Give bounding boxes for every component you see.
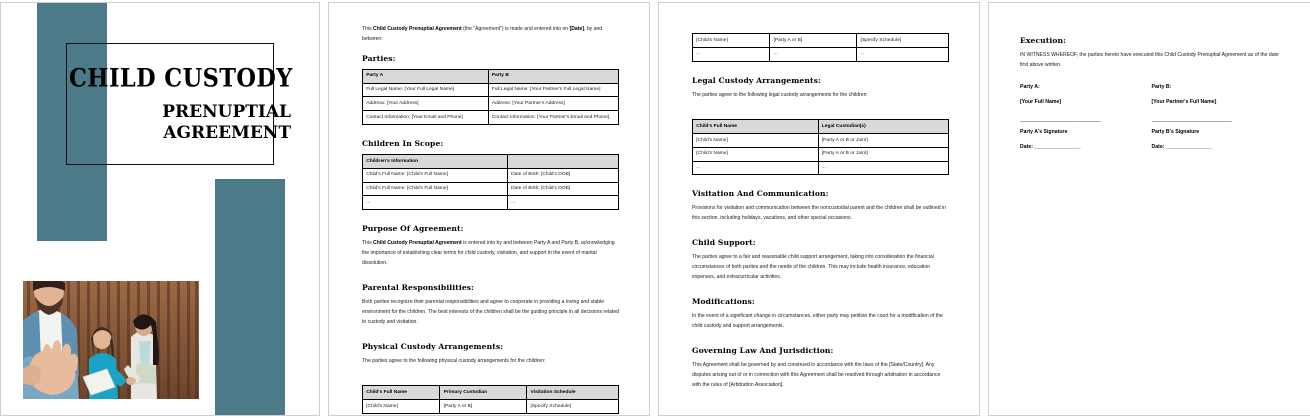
legal-custody-lead: The parties agree to the following legal custody arrangements for the children: xyxy=(692,91,868,98)
page2-content xyxy=(329,3,649,416)
table-row xyxy=(693,147,949,161)
legal-header-legal-custodian: Legal Custodian(s) xyxy=(818,120,948,134)
parties-cell-contact-a: Contact Information: [Your Email and Phone] xyxy=(363,111,489,125)
heading-children-in-scope: Children In Scope: xyxy=(362,138,444,148)
table-row xyxy=(363,83,619,97)
document-page-1 xyxy=(0,2,320,416)
physical-cont-cell-child-name-3: ... xyxy=(693,47,770,61)
table-spacer xyxy=(362,372,619,383)
intro-suffix: , by and between: xyxy=(362,26,603,42)
physical-cell-custodian-1: [Party A or B] xyxy=(440,400,527,414)
heading-modifications: Modifications: xyxy=(692,296,755,306)
physical-cont-cell-schedule-3: ... xyxy=(857,47,949,61)
table-row xyxy=(693,134,949,148)
cover-title-main: CHILD CUSTODY xyxy=(69,64,293,94)
children-header-information: Children's Information xyxy=(363,154,508,168)
parties-cell-name-a: Full Legal Name: [Your Full Legal Name] xyxy=(363,83,489,97)
parties-header-party-b: Party B xyxy=(488,69,618,83)
physical-header-primary-custodian: Primary Custodian xyxy=(440,386,527,400)
physical-custody-table xyxy=(362,385,619,414)
legal-cell-child-name-1: [Child's Name] xyxy=(693,134,819,148)
physical-header-visitation-schedule: Visitation Schedule xyxy=(527,386,619,400)
table-row xyxy=(363,182,619,196)
purpose-agreement-name: Child Custody Prenuptial Agreement xyxy=(373,240,462,247)
children-cell-dob-1: Date of Birth: [Child's DOB] xyxy=(507,168,618,182)
cover-family-photo xyxy=(23,281,199,399)
physical-cont-cell-custodian-3: ... xyxy=(770,47,857,61)
table-header-row xyxy=(363,386,619,400)
party-a-signature-line[interactable]: ______________________________ xyxy=(1020,116,1101,123)
party-b-signature-caption: Party B's Signature xyxy=(1151,128,1200,135)
table-header-row xyxy=(693,120,949,134)
legal-cell-custodian-3: ... xyxy=(818,161,948,175)
signature-column-party-b xyxy=(1152,84,1284,150)
physical-custody-table-continued xyxy=(692,33,949,62)
visitation-paragraph: Provisions for visitation and communication between the noncustodial parent and the children shall be outlined in this section, including holidays, vacations, and other special occasions. xyxy=(692,205,946,222)
party-b-label: Party B: xyxy=(1151,83,1172,90)
party-a-signature-caption: Party A's Signature xyxy=(1020,128,1068,135)
parties-header-party-a: Party A xyxy=(363,69,489,83)
cover-layout xyxy=(1,3,319,415)
table-row xyxy=(363,97,619,111)
physical-cont-cell-custodian-2: [Party A or B] xyxy=(770,34,857,48)
child-support-paragraph: The parties agree to a fair and reasonable child support arrangement, taking into consideration the financial circumstances of both parties and the needs of the children. This may include health insurance, education expenses, and extracurricular activities. xyxy=(692,254,934,281)
intro-mid: (the "Agreement") is made and entered into on xyxy=(461,26,570,32)
table-header-row xyxy=(363,69,619,83)
page4-content xyxy=(989,3,1310,160)
intro-prefix: This xyxy=(362,26,374,32)
children-table xyxy=(362,154,619,210)
party-a-date-field[interactable]: Date: ________________ xyxy=(1020,143,1081,150)
family-photo-illustration xyxy=(23,281,199,399)
physical-cont-cell-child-name-2: [Child's Name] xyxy=(693,34,770,48)
party-a-name-field[interactable]: [Your Full Name] xyxy=(1020,98,1062,105)
legal-cell-custodian-2: [Party A or B or Joint] xyxy=(818,147,948,161)
purpose-suffix: is entered into by and between Party A and Party B, acknowledging the importance of establishing clear terms for child custody, visitation, and support in the event of marital dissolution. xyxy=(362,240,615,266)
children-cell-name-3: ... xyxy=(363,196,508,210)
table-row xyxy=(693,34,949,48)
physical-header-child-name: Child's Full Name xyxy=(363,386,440,400)
cover-title-sub-line1: PRENUPTIAL xyxy=(162,101,291,122)
legal-cell-custodian-1: [Party A or B or Joint] xyxy=(818,134,948,148)
table-spacer xyxy=(692,106,949,117)
parental-responsibilities-paragraph: Both parties recognize their parental responsibilities and agree to cooperate in providing a loving and stable environment for the children. The best interests of the children shall be the guiding principle in all decisions related to custody and visitation. xyxy=(362,298,620,325)
table-row xyxy=(363,196,619,210)
heading-governing-law-and-jurisdiction: Governing Law And Jurisdiction: xyxy=(692,345,834,355)
agreement-intro-paragraph xyxy=(362,25,619,45)
cover-title-block xyxy=(61,64,293,144)
legal-cell-child-name-3: ... xyxy=(693,161,819,175)
children-header-empty xyxy=(507,154,618,168)
children-cell-dob-3: ... xyxy=(507,196,618,210)
purpose-paragraph xyxy=(362,239,619,269)
heading-execution: Execution: xyxy=(1020,36,1067,45)
party-b-name-field[interactable]: [Your Partner's Full Name] xyxy=(1151,98,1217,105)
table-row xyxy=(363,111,619,125)
legal-header-child-name: Child's Full Name xyxy=(693,120,819,134)
children-cell-dob-2: Date of Birth: [Child's DOB] xyxy=(507,182,618,196)
signature-block xyxy=(1020,84,1283,150)
execution-paragraph: IN WITNESS WHEREOF, the parties hereto have executed this Child Custody Prenuptial Agreement as of the date first above written. xyxy=(1020,52,1279,68)
table-row xyxy=(693,161,949,175)
governing-law-paragraph: This Agreement shall be governed by and construed in accordance with the laws of the [State/Country]. Any disputes arising out of or in connection with this Agreement shall be resolved through arbitration in accordance with the rules of [Arbitration Association]. xyxy=(692,361,941,388)
party-b-date-field[interactable]: Date: ________________ xyxy=(1151,143,1213,150)
physical-custody-lead: The parties agree to the following physical custody arrangements for the children: xyxy=(362,357,546,364)
physical-cell-child-name-1: [Child's Name] xyxy=(363,400,440,414)
parties-cell-name-b: Full Legal Name: [Your Partner's Full Legal Name] xyxy=(488,83,618,97)
document-page-4 xyxy=(988,2,1310,416)
legal-cell-child-name-2: [Child's Name] xyxy=(693,147,819,161)
heading-parties: Parties: xyxy=(362,53,396,63)
legal-custody-table xyxy=(692,119,949,175)
table-row xyxy=(363,168,619,182)
modifications-paragraph: In the event of a significant change in circumstances, either party may petition the court for a modification of the child custody and support arrangements. xyxy=(692,312,943,329)
physical-cont-cell-schedule-2: [Specify Schedule] xyxy=(857,34,949,48)
document-page-2 xyxy=(328,2,650,416)
table-row xyxy=(693,47,949,61)
page3-content xyxy=(659,3,979,401)
cover-title-sub xyxy=(61,102,293,145)
heading-purpose-of-agreement: Purpose Of Agreement: xyxy=(362,224,464,234)
heading-parental-responsibilities: Parental Responsibilities: xyxy=(362,282,475,292)
heading-physical-custody-arrangements: Physical Custody Arrangements: xyxy=(362,341,504,351)
accent-bar-right xyxy=(215,179,285,416)
cover-title-sub-line2: AGREEMENT xyxy=(163,122,291,143)
intro-date-placeholder: [Date] xyxy=(569,26,584,32)
heading-legal-custody-arrangements: Legal Custody Arrangements: xyxy=(692,75,821,85)
children-cell-name-2: Child's Full Name: [Child's Full Name] xyxy=(363,182,508,196)
purpose-prefix: This xyxy=(362,240,374,247)
intro-agreement-name: Child Custody Prenuptial Agreement xyxy=(373,26,462,32)
parties-table xyxy=(362,69,619,125)
document-page-3 xyxy=(658,2,980,416)
party-b-signature-line[interactable]: ______________________________ xyxy=(1151,116,1233,123)
table-row xyxy=(363,400,619,414)
heading-child-support: Child Support: xyxy=(692,238,756,248)
parties-cell-address-a: Address: [Your Address] xyxy=(363,97,489,111)
physical-cell-schedule-1: [Specify Schedule] xyxy=(527,400,619,414)
heading-visitation-and-communication: Visitation And Communication: xyxy=(692,189,829,199)
signature-column-party-a xyxy=(1020,84,1152,150)
parties-cell-contact-b: Contact Information: [Your Partner's Email and Phone] xyxy=(488,111,618,125)
children-cell-name-1: Child's Full Name: [Child's Full Name] xyxy=(363,168,508,182)
table-header-row xyxy=(363,154,619,168)
party-a-label: Party A: xyxy=(1020,83,1040,90)
parties-cell-address-b: Address: [Your Partner's Address] xyxy=(488,97,618,111)
